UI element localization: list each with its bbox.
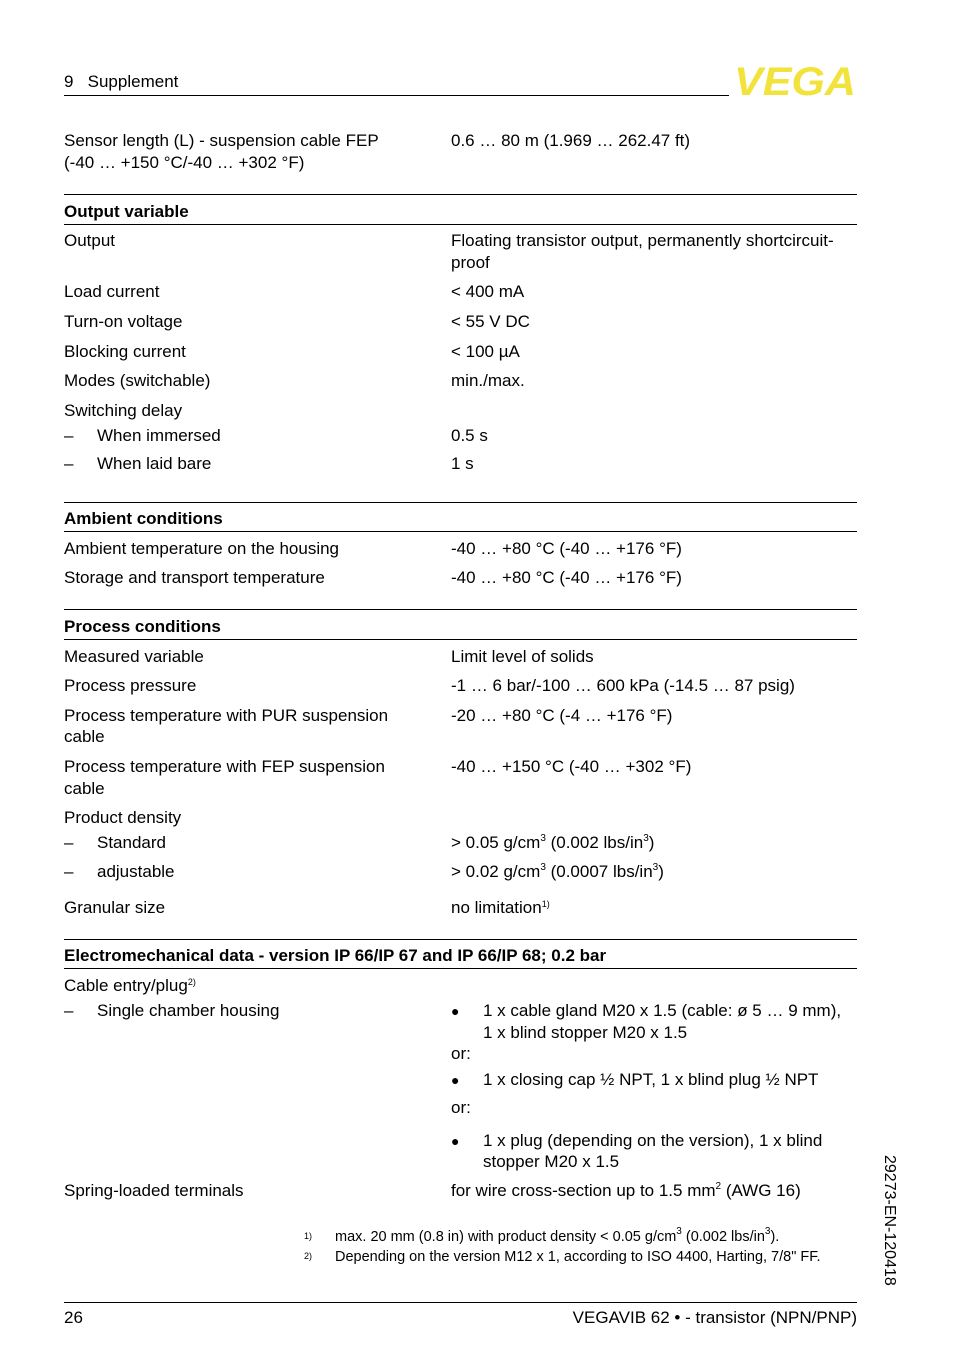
blocking-current-label: Blocking current <box>64 342 186 361</box>
section-number: 9 <box>64 72 74 91</box>
switching-delay-label: Switching delay <box>64 401 183 420</box>
process-conditions-heading: Process conditions <box>64 617 221 636</box>
when-laid-bare-value: 1 s <box>451 454 474 473</box>
density-adjustable-label: adjustable <box>97 862 175 881</box>
dash-bullet: – <box>64 862 74 881</box>
option-3-line-2: stopper M20 x 1.5 <box>483 1152 620 1171</box>
storage-temperature-label: Storage and transport temperature <box>64 568 325 587</box>
ambient-housing-label: Ambient temperature on the housing <box>64 539 340 558</box>
single-chamber-label: Single chamber housing <box>97 1001 280 1020</box>
turn-on-voltage-value: < 55 V DC <box>451 312 530 331</box>
vega-logo <box>734 63 858 99</box>
svg-text:VEGA: VEGA <box>734 63 856 99</box>
bullet-dot: ● <box>451 1133 460 1149</box>
storage-temperature-value: -40 … +80 °C (-40 … +176 °F) <box>451 568 682 587</box>
output-value-cont: proof <box>451 253 490 272</box>
or-separator: or: <box>451 1044 471 1063</box>
pur-temperature-value: -20 … +80 °C (-4 … +176 °F) <box>451 706 673 725</box>
dash-bullet: – <box>64 833 74 852</box>
or-separator: or: <box>451 1098 471 1117</box>
footnote-1-mark: 1) <box>304 1231 313 1241</box>
bullet-dot: ● <box>451 1072 460 1088</box>
footer-rule <box>64 1302 857 1303</box>
sensor-length-label-range: (-40 … +150 °C/-40 … +302 °F) <box>64 153 305 172</box>
footnote-2: Depending on the version M12 x 1, according to ISO 4400, Harting, 7/8" FF. <box>335 1249 821 1265</box>
ambient-housing-value: -40 … +80 °C (-40 … +176 °F) <box>451 539 682 558</box>
footnote-ref-1: 1) <box>541 899 550 909</box>
section-rule-top <box>64 609 857 610</box>
when-immersed-label: When immersed <box>97 426 221 445</box>
footnote-ref-2: 2) <box>187 977 196 987</box>
blocking-current-value: < 100 µA <box>451 342 520 361</box>
spring-terminals-label: Spring-loaded terminals <box>64 1181 244 1200</box>
option-1-line-2: 1 x blind stopper M20 x 1.5 <box>483 1023 688 1042</box>
fep-temperature-value: -40 … +150 °C (-40 … +302 °F) <box>451 757 692 776</box>
when-laid-bare-label: When laid bare <box>97 454 212 473</box>
sensor-length-label: Sensor length (L) - suspension cable FEP <box>64 131 379 150</box>
section-rule-top <box>64 502 857 503</box>
modes-label: Modes (switchable) <box>64 371 211 390</box>
ambient-conditions-heading: Ambient conditions <box>64 509 223 528</box>
measured-variable-label: Measured variable <box>64 647 204 666</box>
density-standard-value: > 0.05 $g/cm^3$ (0.002 lbs/$in^3$) <box>451 833 655 852</box>
modes-value: min./max. <box>451 371 525 390</box>
section-rule-bottom <box>64 968 857 969</box>
sensor-length-value: 0.6 … 80 m (1.969 … 262.47 ft) <box>451 131 691 150</box>
fep-temperature-label: Process temperature with FEP suspension <box>64 757 385 776</box>
section-rule-bottom <box>64 224 857 225</box>
fep-temperature-label-cont: cable <box>64 779 105 798</box>
header-section-title <box>64 71 178 93</box>
section-rule-top <box>64 194 857 195</box>
header-rule <box>64 95 729 96</box>
process-pressure-value: -1 … 6 bar/-100 … 600 kPa (-14.5 … 87 psig) <box>451 676 795 695</box>
output-variable-heading: Output variable <box>64 202 189 221</box>
document-code: 29273-EN-120418 <box>881 1155 898 1286</box>
output-value: Floating transistor output, permanently shortcircuit- <box>451 231 834 250</box>
product-density-label: Product density <box>64 808 182 827</box>
section-title: Supplement <box>87 72 179 91</box>
spring-terminals-value: for wire cross-section up to 1.5 $mm^2$ (AWG 16) <box>451 1181 801 1200</box>
section-rule-bottom <box>64 531 857 532</box>
load-current-value: < 400 mA <box>451 282 525 301</box>
output-label: Output <box>64 231 116 250</box>
measured-variable-value: Limit level of solids <box>451 647 594 666</box>
page-number: 26 <box>64 1308 83 1327</box>
option-2: 1 x closing cap ½ NPT, 1 x blind plug ½ NPT <box>483 1070 819 1089</box>
turn-on-voltage-label: Turn-on voltage <box>64 312 183 331</box>
option-3-line-1: 1 x plug (depending on the version), 1 x blind <box>483 1131 823 1150</box>
load-current-label: Load current <box>64 282 160 301</box>
dash-bullet: – <box>64 454 74 473</box>
granular-size-value: no limitation$^{1)}$ <box>451 898 550 917</box>
pur-temperature-label-cont: cable <box>64 727 105 746</box>
footnote-1: max. 20 mm (0.8 in) with product density < 0.05 $g/cm^3$ (0.002 lbs/$in^3$). <box>335 1226 780 1245</box>
dash-bullet: – <box>64 426 74 445</box>
document-code-vertical <box>878 1155 900 1305</box>
section-rule-bottom <box>64 639 857 640</box>
section-rule-top <box>64 939 857 940</box>
granular-size-label: Granular size <box>64 898 166 917</box>
when-immersed-value: 0.5 s <box>451 426 488 445</box>
cable-entry-label: Cable entry/plug$^{2)}$ <box>64 976 196 995</box>
bullet-dot: ● <box>451 1003 460 1019</box>
density-standard-label: Standard <box>97 833 166 852</box>
footnote-2-mark: 2) <box>304 1251 313 1261</box>
process-pressure-label: Process pressure <box>64 676 197 695</box>
pur-temperature-label: Process temperature with PUR suspension <box>64 706 389 725</box>
electromechanical-heading: Electromechanical data - version IP 66/IP 67 and IP 66/IP 68; 0.2 bar <box>64 946 607 965</box>
option-1-line-1: 1 x cable gland M20 x 1.5 (cable: ø 5 … 9 mm), <box>483 1001 842 1020</box>
footer-product-name: VEGAVIB 62 • - transistor (NPN/PNP) <box>572 1308 857 1327</box>
dash-bullet: – <box>64 1001 74 1020</box>
density-adjustable-value: > 0.02 $g/cm^3$ (0.0007 lbs/$in^3$) <box>451 862 664 881</box>
